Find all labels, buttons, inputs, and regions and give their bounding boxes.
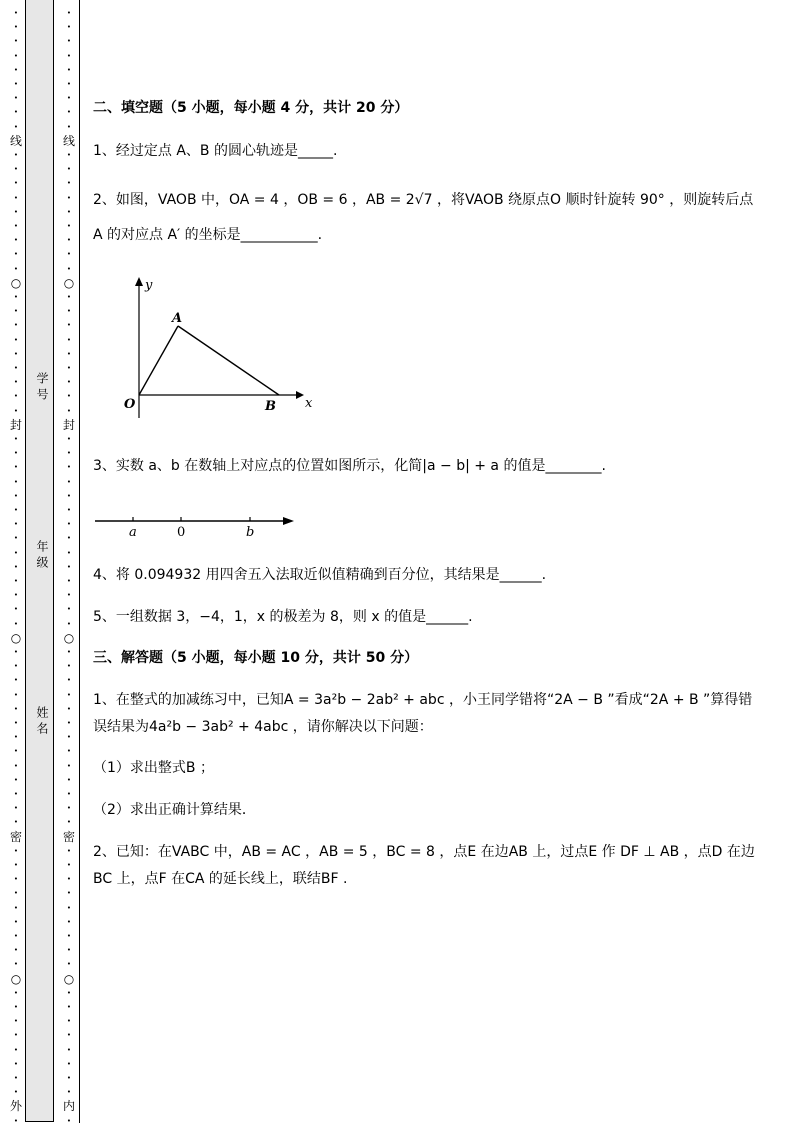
outer-column-dot: • (13, 605, 19, 614)
outer-column-dot: • (13, 903, 19, 912)
outer-column-dot: • (13, 222, 19, 230)
outer-column-marker: 线 (9, 133, 22, 148)
fill-question-2-line2: A 的对应点 A′ 的坐标是___________. (93, 227, 323, 243)
inner-column-dot: • (66, 804, 72, 813)
inner-column-marker: ○ (63, 971, 75, 986)
name-label: 姓名 (35, 706, 49, 738)
inner-column-dot: • (66, 648, 72, 656)
inner-column-dot: • (66, 477, 72, 486)
inner-column-dot: • (66, 165, 72, 174)
fill-question-5: 5、一组数据 3，−4，1，x 的极差为 8，则 x 的值是______. (93, 609, 473, 625)
outer-column-dot: • (13, 790, 19, 798)
outer-column-dot: • (13, 463, 19, 472)
inner-column-dot: • (66, 733, 72, 742)
inner-column-dot: • (66, 122, 72, 131)
outer-column-dot: • (13, 577, 19, 585)
outer-column-dot: • (13, 1059, 19, 1068)
outer-column-dot: • (13, 179, 19, 188)
inner-column-dot: • (66, 846, 72, 855)
inner-column-marker: 封 (62, 417, 75, 432)
outer-column-marker: 密 (9, 829, 22, 844)
outer-column-dot: • (13, 761, 19, 770)
outer-column-dot: • (13, 236, 19, 245)
outer-column-dot: • (13, 364, 19, 372)
outer-column-dot: • (13, 1045, 19, 1054)
inner-column-marker: 内 (62, 1099, 75, 1114)
inner-column-dot: • (66, 179, 72, 188)
outer-column-dot: • (13, 193, 19, 202)
outer-column-dot: • (13, 988, 19, 997)
inner-column-dot: • (66, 1074, 72, 1082)
inner-column-dot: • (66, 321, 72, 330)
outer-column-marker: 封 (9, 417, 22, 432)
inner-column-dot: • (66, 80, 72, 88)
outer-column-dot: • (13, 37, 19, 46)
inner-column-dot: • (66, 790, 72, 798)
inner-column-dot: • (66, 491, 72, 500)
outer-column-dot: • (13, 917, 19, 926)
outer-column-dot: • (13, 51, 19, 60)
origin-label: O (124, 397, 136, 412)
outer-column-dot: • (13, 775, 19, 784)
outer-column-dot: • (13, 207, 19, 216)
outer-column-marker: 外 (9, 1099, 22, 1114)
answer-question-1-line2: 误结果为4a²b − 3ab² + 4abc ，请你解决以下问题： (93, 719, 433, 735)
inner-column-dot: • (66, 37, 72, 46)
inner-column-dot: • (66, 108, 72, 117)
inner-column-dot: • (66, 193, 72, 202)
inner-column-dot: • (66, 335, 72, 344)
outer-column-dot: • (13, 250, 19, 259)
outer-column-dot: • (13, 378, 19, 387)
inner-column-dot: • (66, 9, 72, 17)
outer-column-dot: • (13, 591, 19, 600)
outer-column-dot: • (13, 704, 19, 713)
inner-column-dot: • (66, 449, 72, 458)
binding-margin-line (79, 0, 80, 1123)
inner-column-dot: • (66, 506, 72, 514)
inner-column-dot: • (66, 861, 72, 869)
outer-column-dot: • (13, 335, 19, 344)
inner-column-dot: • (66, 364, 72, 372)
outer-column-dot: • (13, 293, 19, 301)
number-line-label-b: b (246, 525, 255, 540)
outer-column-dot: • (13, 846, 19, 855)
outer-column-dot: • (13, 747, 19, 756)
inner-column-dot: • (66, 1031, 72, 1040)
outer-column-dot: • (13, 690, 19, 699)
outer-column-dot: • (13, 946, 19, 955)
inner-column-dot: • (66, 222, 72, 230)
outer-column-dot: • (13, 548, 19, 557)
inner-column-dot: • (66, 435, 72, 443)
answer-question-1-part2: （2）求出正确计算结果． (93, 802, 256, 818)
inner-column-dot: • (66, 690, 72, 699)
inner-column-dot: • (66, 719, 72, 727)
grade-label: 年级 (35, 540, 49, 572)
outer-column-dot: • (13, 1003, 19, 1011)
inner-column-marker: ○ (63, 275, 75, 290)
outer-column-dot: • (13, 349, 19, 358)
outer-column-dot: • (13, 23, 19, 32)
outer-column-dot: • (13, 491, 19, 500)
outer-column-dot: • (13, 534, 19, 543)
inner-column-dot: • (66, 917, 72, 926)
outer-column-dot: • (13, 733, 19, 742)
inner-column-dot: • (66, 293, 72, 301)
inner-column-dot: • (66, 264, 72, 273)
segment-ab (178, 326, 279, 395)
inner-column-dot: • (66, 207, 72, 216)
point-a-label: A (172, 311, 183, 326)
outer-column-dot: • (13, 122, 19, 131)
outer-column-dot: • (13, 435, 19, 443)
inner-column-dot: • (66, 932, 72, 940)
inner-column-dot: • (66, 534, 72, 543)
inner-column-dot: • (66, 463, 72, 472)
outer-column-marker: ○ (10, 630, 22, 645)
fill-question-1: 1、经过定点 A、B 的圆心轨迹是_____. (93, 143, 338, 159)
inner-column-dot: • (66, 1003, 72, 1011)
number-line-arrow (283, 517, 294, 525)
inner-column-dot: • (66, 562, 72, 571)
outer-column-dot: • (13, 1031, 19, 1040)
y-axis-label: y (145, 278, 153, 293)
inner-column-dot: • (66, 605, 72, 614)
inner-column-dot: • (66, 250, 72, 259)
inner-column-marker: ○ (63, 630, 75, 645)
outer-column-dot: • (13, 1017, 19, 1026)
number-line-figure (93, 508, 303, 540)
outer-column-dot: • (13, 1116, 19, 1125)
inner-column-dot: • (66, 1017, 72, 1026)
x-axis-arrow (296, 391, 304, 399)
triangle-figure (111, 270, 311, 420)
inner-column-dot: • (66, 577, 72, 585)
outer-column-dot: • (13, 80, 19, 88)
outer-column-dot: • (13, 392, 19, 401)
outer-column-dot: • (13, 960, 19, 969)
student-id-label: 学号 (35, 372, 49, 404)
fill-question-2-line1: 2、如图，VAOB 中，OA = 4 ，OB = 6 ，AB = 2√7 ，将VAOB 绕原点O 顺时针旋转 90° ，则旋转后点 (93, 192, 754, 208)
inner-column-dot: • (66, 704, 72, 713)
inner-column-marker: 线 (62, 133, 75, 148)
inner-column-dot: • (66, 392, 72, 401)
outer-column-dot: • (13, 65, 19, 74)
inner-column-dot: • (66, 761, 72, 770)
outer-column-dot: • (13, 520, 19, 529)
inner-column-dot: • (66, 619, 72, 628)
outer-column-dot: • (13, 804, 19, 813)
answer-question-1-part1: （1）求出整式B ； (93, 760, 214, 776)
inner-column-dot: • (66, 151, 72, 159)
answer-question-2-line1: 2、已知：在VABC 中，AB = AC ，AB = 5 ，BC = 8 ，点E 在边AB 上，过点E 作 DF ⊥ AB ，点D 在边 (93, 844, 755, 860)
outer-column-dot: • (13, 562, 19, 571)
outer-column-dot: • (13, 648, 19, 656)
fill-question-3: 3、实数 a、b 在数轴上对应点的位置如图所示，化简|a − b| + a 的值是________. (93, 458, 606, 474)
inner-column-dot: • (66, 775, 72, 784)
inner-column-dot: • (66, 520, 72, 529)
inner-column-dot: • (66, 960, 72, 969)
inner-column-dot: • (66, 23, 72, 32)
inner-column-dot: • (66, 1116, 72, 1125)
outer-column-dot: • (13, 477, 19, 486)
section2-title: 二、填空题（5 小题，每小题 4 分，共计 20 分） (93, 100, 409, 116)
inner-column-dot: • (66, 662, 72, 671)
inner-column-dot: • (66, 818, 72, 827)
inner-column-dot: • (66, 236, 72, 245)
outer-column-dot: • (13, 662, 19, 671)
inner-column-dot: • (66, 889, 72, 898)
inner-column-dot: • (66, 747, 72, 756)
inner-column-dot: • (66, 1088, 72, 1097)
x-axis-label: x (305, 396, 313, 411)
inner-column-dot: • (66, 378, 72, 387)
outer-column-dot: • (13, 818, 19, 827)
answer-question-2-line2: BC 上，点F 在CA 的延长线上，联结BF . (93, 871, 348, 887)
outer-column-dot: • (13, 619, 19, 628)
outer-column-dot: • (13, 307, 19, 316)
outer-column-dot: • (13, 676, 19, 685)
outer-column-dot: • (13, 321, 19, 330)
outer-column-dot: • (13, 1074, 19, 1082)
point-b-label: B (265, 399, 276, 414)
outer-column-dot: • (13, 151, 19, 159)
inner-column-dot: • (66, 946, 72, 955)
inner-column-dot: • (66, 406, 72, 415)
outer-column-dot: • (13, 861, 19, 869)
inner-column-dot: • (66, 94, 72, 103)
inner-column-dot: • (66, 349, 72, 358)
outer-column-dot: • (13, 1088, 19, 1097)
inner-dot-column (61, 0, 77, 1123)
inner-column-dot: • (66, 1045, 72, 1054)
outer-column-marker: ○ (10, 971, 22, 986)
answer-question-1-line1: 1、在整式的加减练习中，已知A = 3a²b − 2ab² + abc ，小王同学错将“2A − B ”看成“2A + B ”算得错 (93, 692, 753, 708)
outer-column-dot: • (13, 94, 19, 103)
inner-column-dot: • (66, 988, 72, 997)
inner-column-dot: • (66, 1059, 72, 1068)
section3-title: 三、解答题（5 小题，每小题 10 分，共计 50 分） (93, 650, 419, 666)
inner-column-dot: • (66, 51, 72, 60)
outer-column-dot: • (13, 719, 19, 727)
inner-column-marker: 密 (62, 829, 75, 844)
outer-column-dot: • (13, 889, 19, 898)
outer-column-dot: • (13, 506, 19, 514)
outer-column-dot: • (13, 108, 19, 117)
outer-column-dot: • (13, 875, 19, 884)
inner-column-dot: • (66, 676, 72, 685)
outer-dot-column (8, 0, 24, 1123)
y-axis-arrow (135, 277, 143, 286)
outer-column-marker: ○ (10, 275, 22, 290)
outer-column-dot: • (13, 406, 19, 415)
inner-column-dot: • (66, 875, 72, 884)
outer-column-dot: • (13, 165, 19, 174)
inner-column-dot: • (66, 903, 72, 912)
fill-question-4: 4、将 0.094932 用四舍五入法取近似值精确到百分位，其结果是______. (93, 567, 547, 583)
outer-column-dot: • (13, 449, 19, 458)
outer-column-dot: • (13, 932, 19, 940)
inner-column-dot: • (66, 65, 72, 74)
segment-oa (139, 326, 178, 395)
number-line-label-a: a (129, 525, 137, 540)
inner-column-dot: • (66, 591, 72, 600)
outer-column-dot: • (13, 264, 19, 273)
inner-column-dot: • (66, 548, 72, 557)
inner-column-dot: • (66, 307, 72, 316)
outer-column-dot: • (13, 9, 19, 17)
number-line-label-zero: 0 (177, 525, 186, 540)
